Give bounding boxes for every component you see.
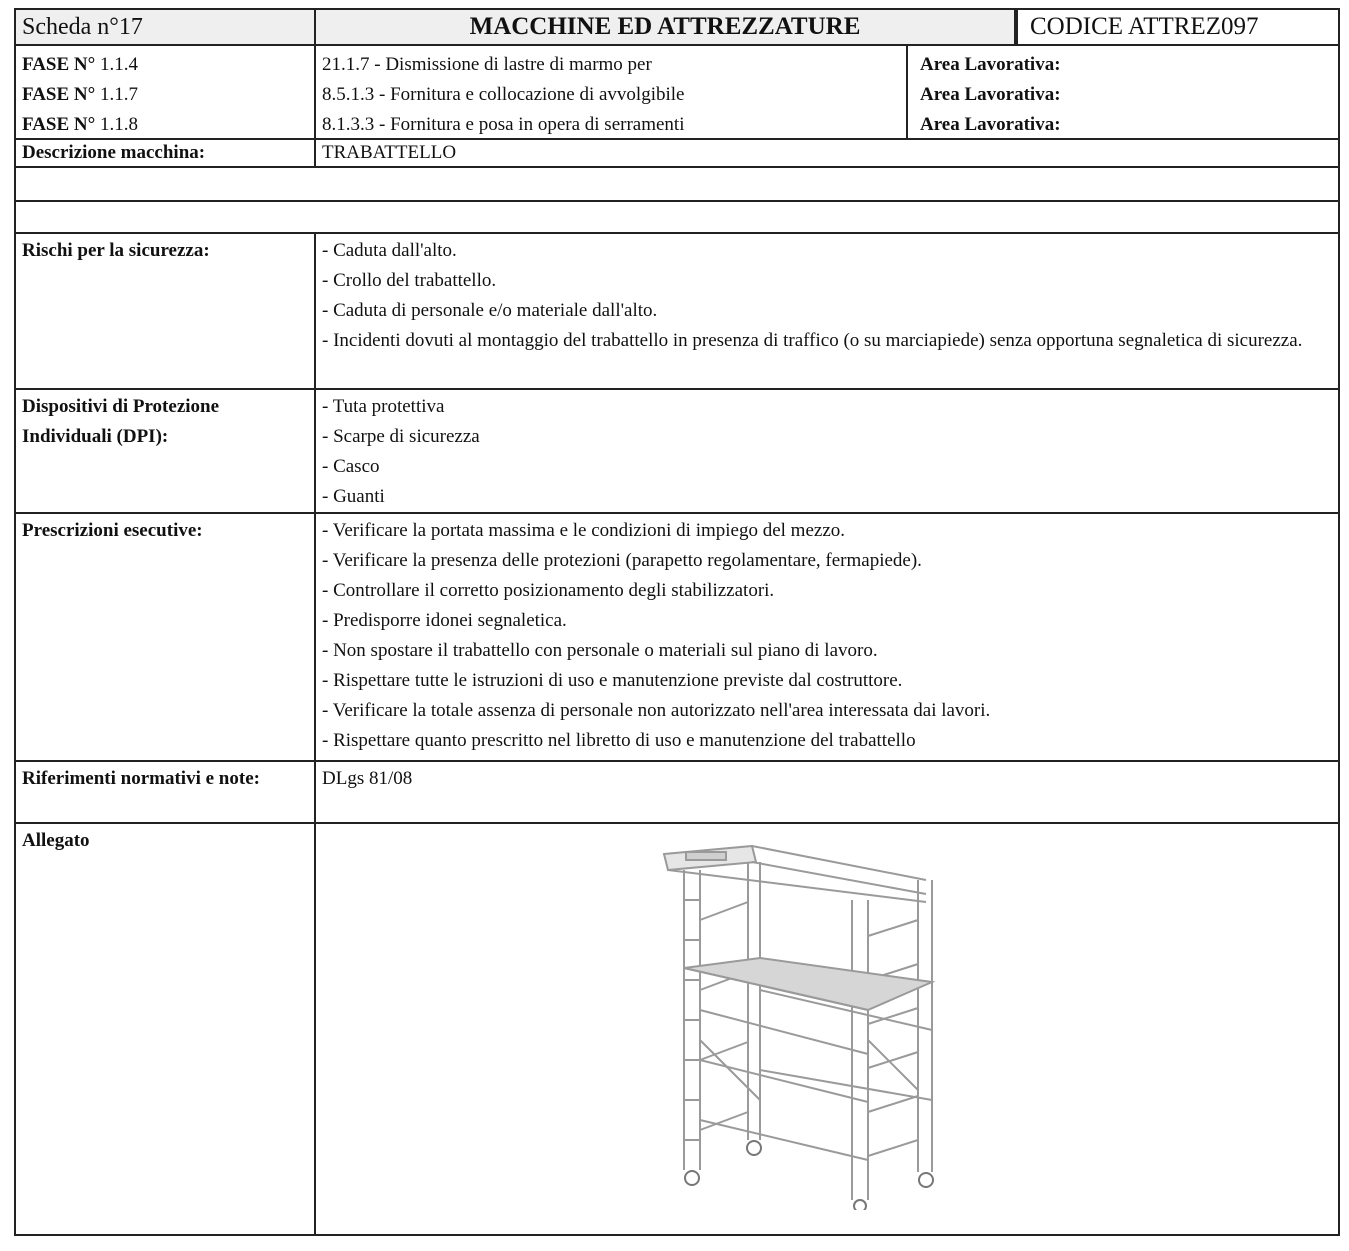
- rischi-row: [14, 232, 1340, 388]
- area-label: Area Lavorativa:: [920, 84, 1061, 105]
- riferimenti-row: [14, 760, 1340, 822]
- prescrizione-item: - Rispettare tutte le istruzioni di uso e manutenzione previste dal costruttore.: [322, 670, 903, 691]
- dpi-item: - Scarpe di sicurezza: [322, 426, 480, 447]
- rischi-list: [314, 234, 1338, 388]
- area-label: Area Lavorativa:: [920, 54, 1061, 75]
- prescrizione-item: - Predisporre idonei segnaletica.: [322, 610, 567, 631]
- riferimenti-label: Riferimenti normativi e note:: [22, 768, 260, 789]
- allegato-row: [14, 822, 1340, 1236]
- scheda-document: [14, 8, 1340, 1236]
- fase-line: [16, 50, 314, 80]
- fase-line: [16, 110, 314, 140]
- fase-number: 1.1.4: [99, 54, 138, 75]
- rischio-item: - Crollo del trabattello.: [322, 270, 497, 291]
- fase-description: 21.1.7 - Dismissione di lastre di marmo per: [322, 54, 652, 75]
- fase-description: 8.1.3.3 - Fornitura e posa in opera di serramenti: [322, 114, 685, 135]
- prescrizione-item: - Verificare la portata massima e le condizioni di impiego del mezzo.: [322, 520, 846, 541]
- descrizione-row: [14, 138, 1340, 166]
- fasi-descriptions: [314, 46, 906, 138]
- fase-label: FASE N°: [22, 54, 96, 75]
- codice-attrezzatura: CODICE ATTREZ097: [1014, 10, 1340, 44]
- rischio-item: - Caduta dall'alto.: [322, 240, 457, 261]
- fase-number: 1.1.7: [99, 84, 138, 105]
- descrizione-label: Descrizione macchina:: [22, 142, 206, 163]
- dpi-item: - Guanti: [322, 486, 385, 507]
- header-row: [14, 8, 1340, 44]
- rischio-item: - Incidenti dovuti al montaggio del trabattello in presenza di traffico (o su marciapiede) senza opportuna segnaletica di sicurezza.: [322, 330, 1303, 351]
- prescrizioni-label: Prescrizioni esecutive:: [22, 520, 203, 541]
- fasi-areas: [906, 46, 1340, 138]
- dpi-label: Dispositivi di Protezione Individuali (DPI):: [22, 396, 220, 447]
- riferimenti-value: DLgs 81/08: [314, 762, 1338, 822]
- fasi-row: [14, 44, 1340, 138]
- empty-row: [14, 200, 1340, 232]
- prescrizione-item: - Non spostare il trabattello con personale o materiali sul piano di lavoro.: [322, 640, 878, 661]
- scaffold-illustration: [656, 840, 976, 1210]
- allegato-content: [314, 824, 1338, 1234]
- prescrizione-item: - Rispettare quanto prescritto nel libretto di uso e manutenzione del trabattello: [322, 730, 916, 751]
- rischi-label: Rischi per la sicurezza:: [22, 240, 210, 261]
- prescrizioni-list: [314, 514, 1338, 760]
- descrizione-value: TRABATTELLO: [314, 140, 1338, 166]
- prescrizione-item: - Verificare la totale assenza di personale non autorizzato nell'area interessata dai lavori.: [322, 700, 991, 721]
- dpi-list: [314, 390, 1338, 512]
- rischio-item: - Caduta di personale e/o materiale dall'alto.: [322, 300, 658, 321]
- area-label: Area Lavorativa:: [920, 114, 1061, 135]
- fase-description: 8.5.1.3 - Fornitura e collocazione di avvolgibile: [322, 84, 685, 105]
- fase-number: 1.1.8: [99, 114, 138, 135]
- prescrizione-item: - Controllare il corretto posizionamento degli stabilizzatori.: [322, 580, 775, 601]
- dpi-item: - Casco: [322, 456, 380, 477]
- fase-label: FASE N°: [22, 114, 96, 135]
- prescrizione-item: - Verificare la presenza delle protezioni (parapetto regolamentare, fermapiede).: [322, 550, 922, 571]
- allegato-label: Allegato: [22, 830, 90, 851]
- document-title: MACCHINE ED ATTREZZATURE: [314, 10, 1014, 44]
- fase-label: FASE N°: [22, 84, 96, 105]
- fase-line: [16, 80, 314, 110]
- prescrizioni-row: [14, 512, 1340, 760]
- dpi-item: - Tuta protettiva: [322, 396, 445, 417]
- scheda-number: Scheda n°17: [16, 10, 314, 44]
- fasi-labels: [16, 46, 314, 138]
- dpi-row: [14, 388, 1340, 512]
- empty-row: [14, 166, 1340, 200]
